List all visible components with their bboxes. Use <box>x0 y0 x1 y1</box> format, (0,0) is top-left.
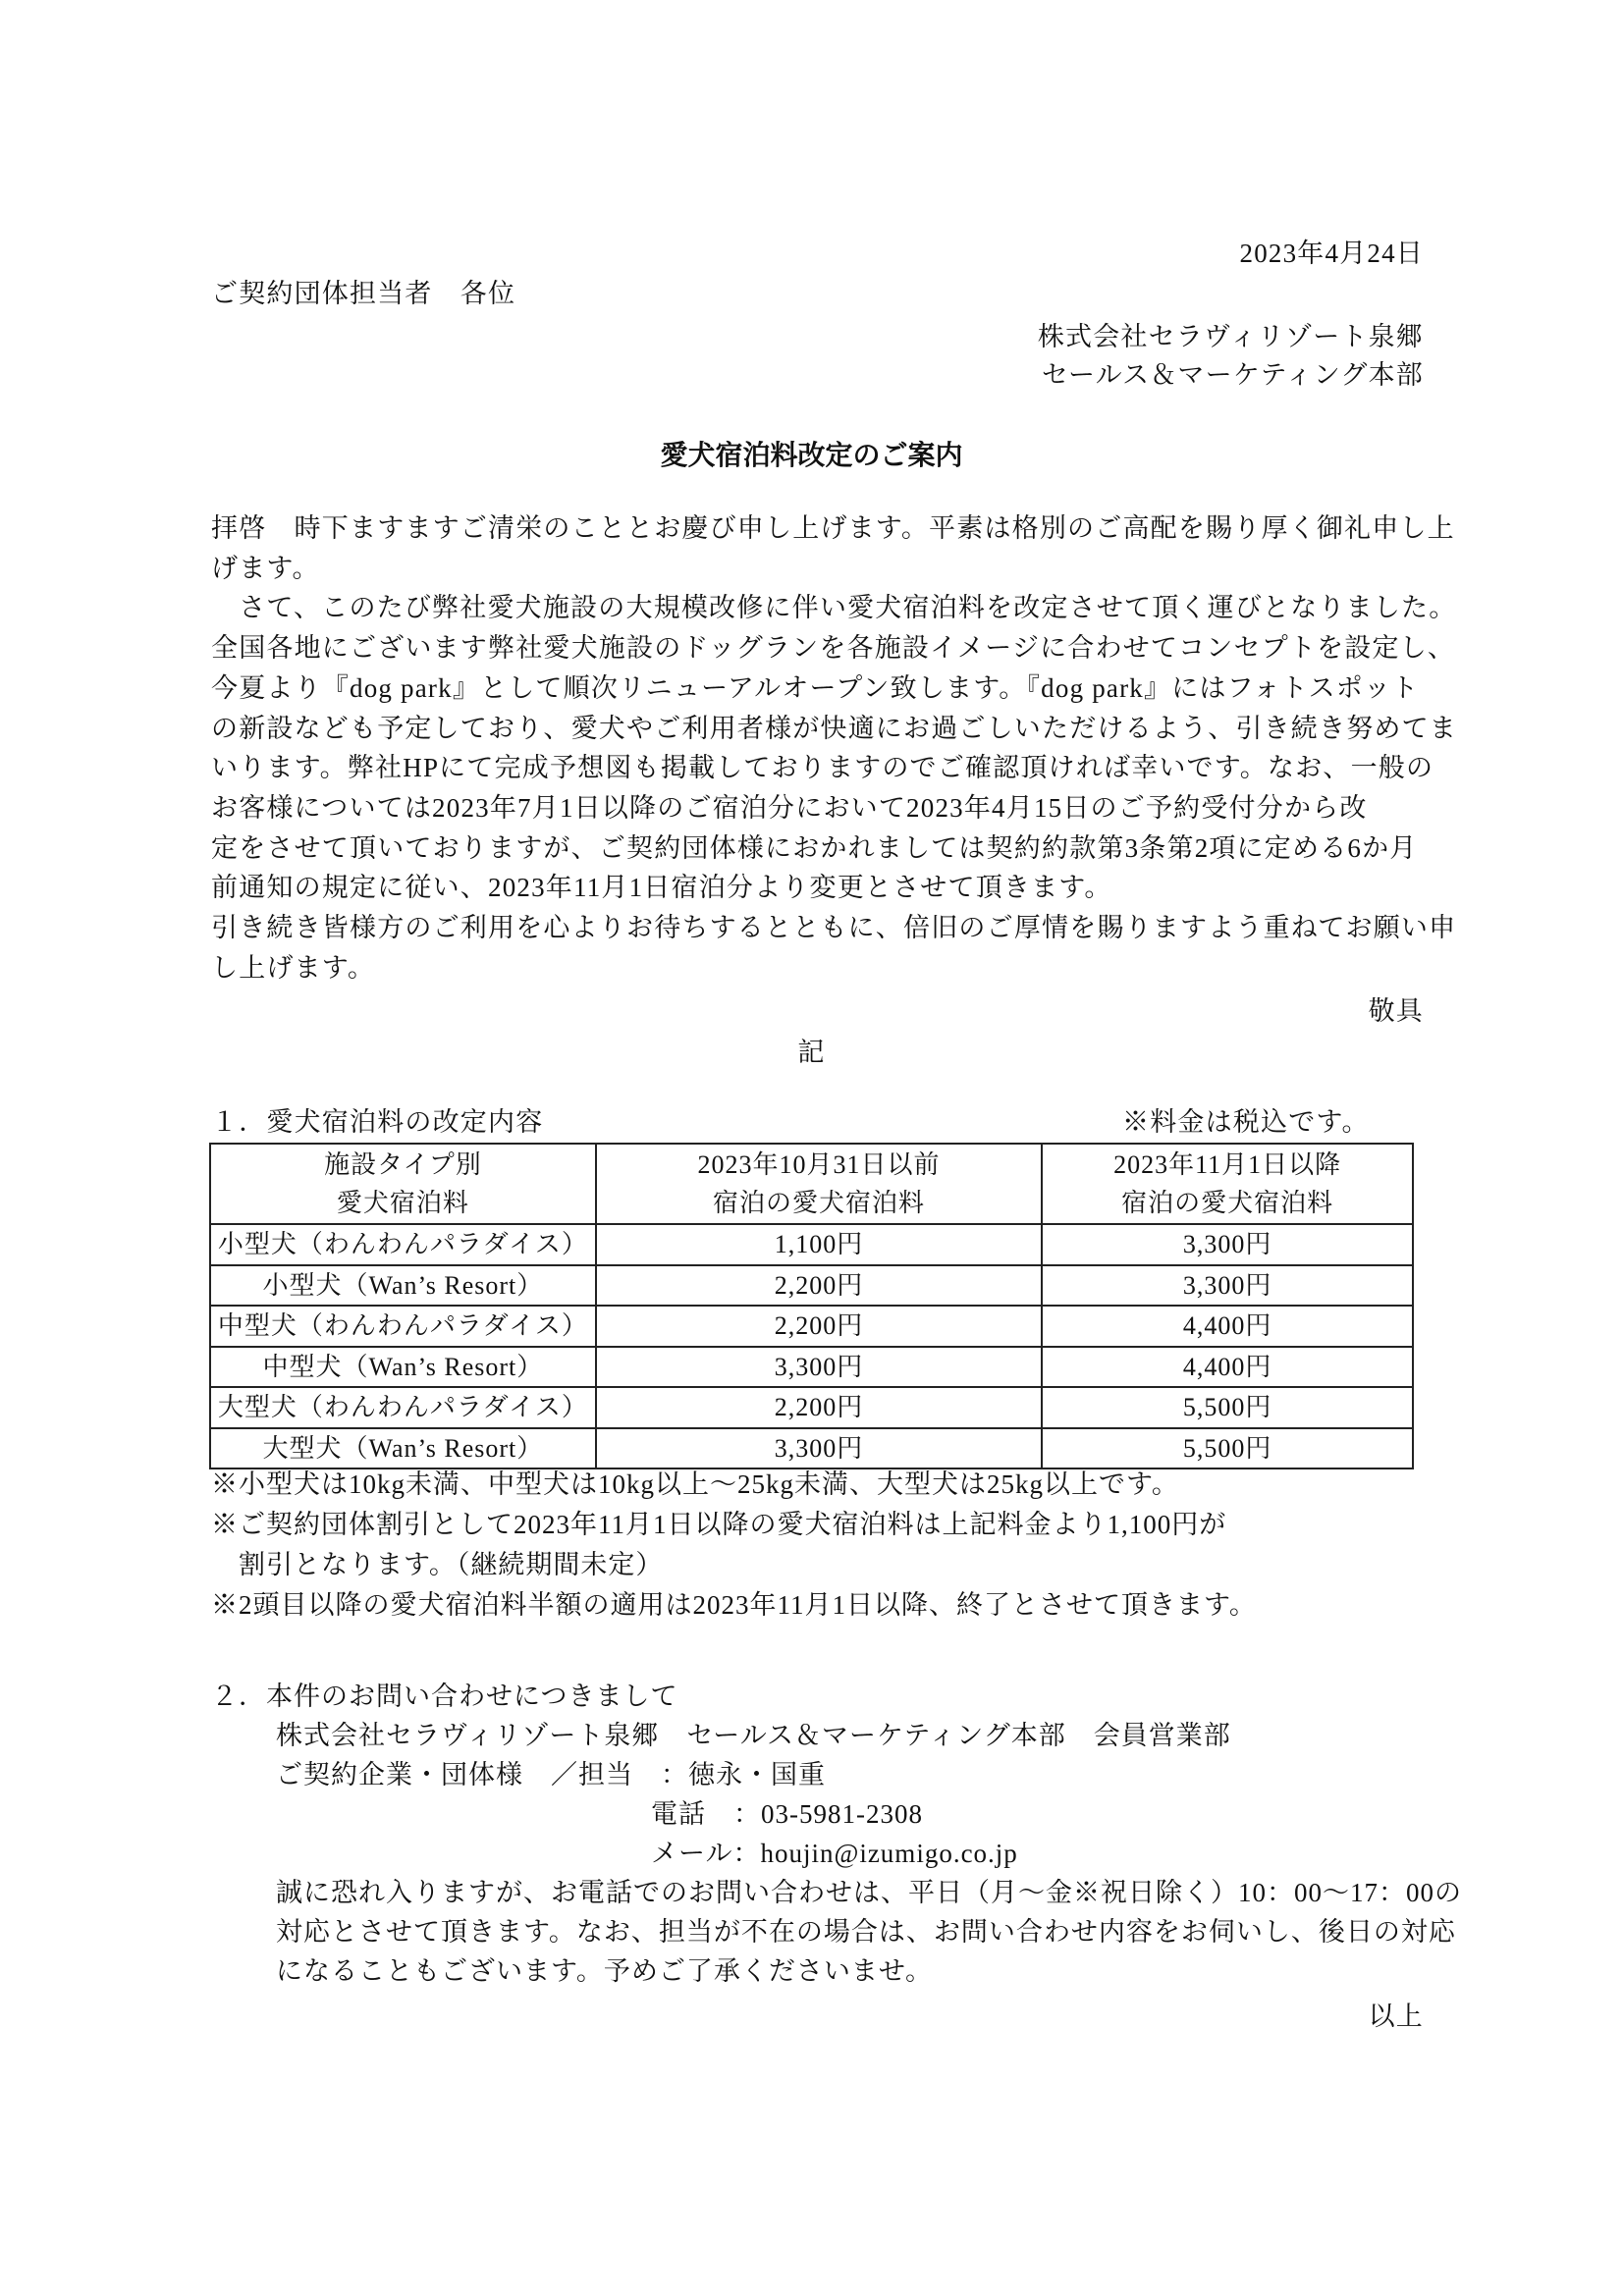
body-line: さて、このたび弊社愛犬施設の大規模改修に伴い愛犬宿泊料を改定させて頂く運びとなりました。 <box>211 593 1457 623</box>
after-rate-cell: 5,500円 <box>1042 1428 1413 1469</box>
notice-line: になることもございます。予めご了承くださいませ。 <box>276 1956 934 1986</box>
body-line: お客様については2023年7月1日以降のご宿泊分において2023年4月15日のご予約受付分から改 <box>211 792 1368 823</box>
after-rate-cell: 5,500円 <box>1042 1387 1413 1428</box>
header-after-rate: 2023年11月1日以降 宿泊の愛犬宿泊料 <box>1042 1144 1413 1224</box>
tax-included-note: ※料金は税込です。 <box>1122 1107 1370 1137</box>
before-rate-cell: 3,300円 <box>596 1428 1042 1469</box>
closing-ijou: 以上 <box>1368 2002 1424 2031</box>
recipient: ご契約団体担当者 各位 <box>211 279 516 308</box>
notice-line: 対応とさせて頂きます。なお、担当が不在の場合は、お問い合わせ内容をお伺いし、後日の対応 <box>276 1917 1456 1947</box>
table-row <box>210 1428 1413 1469</box>
table-row <box>210 1347 1413 1388</box>
note-line: ※2頭目以降の愛犬宿泊料半額の適用は2023年11月1日以降、終了とさせて頂きます。 <box>211 1590 1257 1620</box>
note-line: 割引となります。（継続期間未定） <box>211 1550 664 1579</box>
section1-heading: １．愛犬宿泊料の改定内容 <box>211 1107 544 1137</box>
page-title: 愛犬宿泊料改定のご案内 <box>660 439 963 471</box>
body-line: 全国各地にございます弊社愛犬施設のドッグランを各施設イメージに合わせてコンセプトを設定し、 <box>211 633 1456 664</box>
document-date: 2023年4月24日 <box>1239 239 1424 268</box>
closing-keigu: 敬具 <box>1368 996 1424 1026</box>
facility-type-cell: 大型犬（Wan’s Resort） <box>210 1428 596 1469</box>
table-row <box>210 1306 1413 1347</box>
after-rate-cell: 4,400円 <box>1042 1306 1413 1347</box>
notice-line: 誠に恐れ入りますが、お電話でのお問い合わせは、平日（月～金※祝日除く）10：00～17：00の <box>276 1878 1462 1907</box>
table-row <box>210 1387 1413 1428</box>
body-line: 前通知の規定に従い、2023年11月1日宿泊分より変更とさせて頂きます。 <box>211 873 1112 903</box>
body-line: いります。弊社HPにて完成予想図も掲載しておりますのでご確認頂ければ幸いです。なお、一般の <box>211 753 1434 783</box>
note-line: ※小型犬は10kg未満、中型犬は10kg以上～25kg未満、大型犬は25kg以上です。 <box>211 1469 1179 1499</box>
contact-email[interactable]: メール：houjin@izumigo.co.jp <box>651 1839 1018 1868</box>
body-line: 今夏より『dog park』として順次リニューアルオープン致します。『dog park』にはフォトスポット <box>211 672 1420 703</box>
ki-marker: 記 <box>797 1038 826 1067</box>
body-line: 拝啓 時下ますますご清栄のこととお慶び申し上げます。平素は格別のご高配を賜り厚く御礼申し上 <box>211 513 1455 543</box>
before-rate-cell: 3,300円 <box>596 1347 1042 1388</box>
body-line: し上げます。 <box>211 952 376 983</box>
table-row <box>210 1224 1413 1265</box>
table-header-row <box>210 1144 1413 1224</box>
before-rate-cell: 2,200円 <box>596 1387 1042 1428</box>
letter-body <box>211 508 1457 988</box>
after-rate-cell: 3,300円 <box>1042 1265 1413 1307</box>
facility-type-cell: 小型犬（Wan’s Resort） <box>210 1265 596 1307</box>
facility-type-cell: 中型犬（わんわんパラダイス） <box>210 1306 596 1347</box>
body-line: 引き続き皆様方のご利用を心よりお待ちするとともに、倍旧のご厚情を賜りますよう重ねてお願い申 <box>211 913 1457 943</box>
after-rate-cell: 4,400円 <box>1042 1347 1413 1388</box>
after-rate-cell: 3,300円 <box>1042 1224 1413 1265</box>
rate-table <box>209 1143 1414 1469</box>
facility-type-cell: 中型犬（Wan’s Resort） <box>210 1347 596 1388</box>
section2-heading: ２．本件のお問い合わせにつきまして <box>211 1682 678 1711</box>
sender-company: 株式会社セラヴィリゾート泉郷 <box>1037 322 1424 351</box>
body-line: 定をさせて頂いておりますが、ご契約団体様におかれましては契約約款第3条第2項に定める6か月 <box>211 832 1418 863</box>
sender-department: セールス＆マーケティング本部 <box>1041 360 1424 390</box>
rate-notes <box>211 1465 1257 1626</box>
body-line: の新設なども予定しており、愛犬やご利用者様が快適にお過ごしいただけるよう、引き続き努めてま <box>211 713 1457 743</box>
body-line: げます。 <box>211 553 320 583</box>
header-facility-type: 施設タイプ別 愛犬宿泊料 <box>210 1144 596 1224</box>
contact-phone[interactable]: 電話 ：03-5981-2308 <box>651 1799 923 1829</box>
facility-type-cell: 大型犬（わんわんパラダイス） <box>210 1387 596 1428</box>
before-rate-cell: 2,200円 <box>596 1306 1042 1347</box>
header-before-rate: 2023年10月31日以前 宿泊の愛犬宿泊料 <box>596 1144 1042 1224</box>
facility-type-cell: 小型犬（わんわんパラダイス） <box>210 1224 596 1265</box>
contact-section <box>211 1677 1462 1991</box>
table-row <box>210 1265 1413 1307</box>
note-line: ※ご契約団体割引として2023年11月1日以降の愛犬宿泊料は上記料金より1,100円が <box>211 1510 1227 1539</box>
before-rate-cell: 2,200円 <box>596 1265 1042 1307</box>
contact-person: ご契約企業・団体様 ／担当 ：徳永・国重 <box>276 1760 826 1789</box>
before-rate-cell: 1,100円 <box>596 1224 1042 1265</box>
contact-department: 株式会社セラヴィリゾート泉郷 セールス＆マーケティング本部 会員営業部 <box>276 1721 1231 1750</box>
